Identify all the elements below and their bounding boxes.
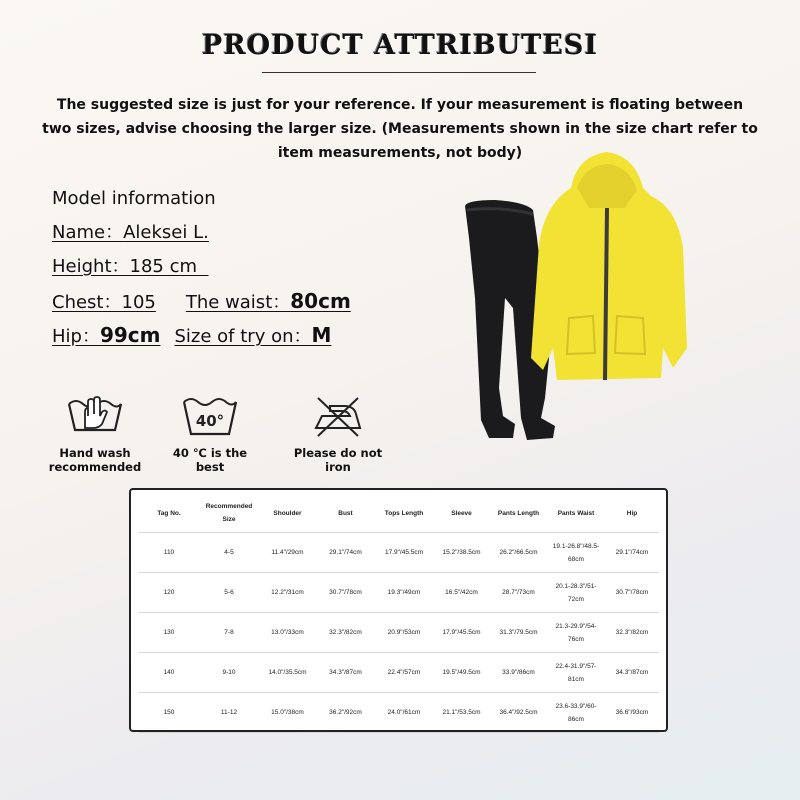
model-heading: Model information	[52, 188, 216, 209]
table-cell: 17.9"/45.5cm	[375, 533, 433, 573]
size-value: M	[311, 323, 332, 347]
table-header: Sleeve	[433, 494, 490, 533]
table-cell: 5-6	[199, 573, 259, 613]
table-cell: 19.3"/49cm	[375, 573, 433, 613]
table-cell: 24.0"/61cm	[375, 693, 433, 733]
table-cell: 36.6"/93cm	[605, 693, 659, 733]
hand-wash-icon	[65, 390, 125, 440]
table-cell: 9-10	[199, 653, 259, 693]
table-cell: 15.2"/38.5cm	[433, 533, 490, 573]
table-header: Tag No.	[139, 494, 199, 533]
hoodie-image	[531, 152, 687, 380]
table-header: Pants Waist	[547, 494, 605, 533]
model-hip-size	[52, 322, 331, 350]
table-cell: 30.7"/78cm	[316, 573, 375, 613]
table-cell: 14.0"/35.5cm	[259, 653, 316, 693]
table-cell: 19.5"/49.5cm	[433, 653, 490, 693]
tracksuit-image	[455, 148, 695, 448]
table-cell: 22.4-31.9"/57-81cm	[547, 653, 605, 693]
height-value: 185 cm	[129, 256, 198, 277]
table-row	[139, 693, 659, 733]
table-cell: 7-8	[199, 613, 259, 653]
table-cell: 15.0"/38cm	[259, 693, 316, 733]
name-value: Aleksei L.	[123, 222, 209, 243]
table-header: Shoulder	[259, 494, 316, 533]
table-header: Recommended Size	[199, 494, 259, 533]
waist-label: The waist：	[185, 292, 291, 313]
table-cell: 20.1-28.3"/51-72cm	[547, 573, 605, 613]
care-wash-40	[160, 390, 260, 474]
table-cell: 31.3"/79.5cm	[490, 613, 547, 653]
table-row	[139, 613, 659, 653]
wash-temp: 40°	[195, 412, 225, 430]
table-header: Tops Length	[375, 494, 433, 533]
table-cell: 140	[139, 653, 199, 693]
table-header: Hip	[605, 494, 659, 533]
table-cell: 30.7"/78cm	[605, 573, 659, 613]
table-cell: 20.9"/53cm	[375, 613, 433, 653]
hip-value: 99cm	[99, 323, 161, 347]
table-header: Pants Length	[490, 494, 547, 533]
model-name	[52, 220, 209, 246]
table-cell: 13.0"/33cm	[259, 613, 316, 653]
table-cell: 29.1"/74cm	[316, 533, 375, 573]
table-cell: 4-5	[199, 533, 259, 573]
size-label: Size of try on：	[174, 326, 312, 347]
no-iron-icon	[308, 390, 368, 440]
table-header-row	[139, 494, 659, 533]
size-table	[139, 494, 659, 733]
model-height	[52, 254, 208, 280]
page-title: PRODUCT ATTRIBUTESI	[201, 30, 599, 61]
size-notice: The suggested size is just for your reference. If your measurement is floating between two sizes, advise choosing the larger size. (Measurements shown in the size chart refer to item measurements, not body)	[42, 97, 758, 161]
chest-label: Chest：	[52, 292, 122, 313]
table-cell: 11-12	[199, 693, 259, 733]
table-cell: 150	[139, 693, 199, 733]
care-label: Please do not iron	[293, 446, 383, 474]
table-row	[139, 533, 659, 573]
hip-label: Hip：	[52, 326, 100, 347]
table-cell: 16.5"/42cm	[433, 573, 490, 613]
model-chest-waist	[52, 288, 351, 316]
table-cell: 12.2"/31cm	[259, 573, 316, 613]
table-cell: 36.4"/92.5cm	[490, 693, 547, 733]
table-cell: 32.3"/82cm	[316, 613, 375, 653]
table-cell: 21.1"/53.5cm	[433, 693, 490, 733]
title-underline	[262, 72, 536, 73]
care-hand-wash	[45, 390, 145, 474]
table-cell: 32.3"/82cm	[605, 613, 659, 653]
table-cell: 21.3-29.9"/54-76cm	[547, 613, 605, 653]
care-label: 40 ℃ is the best	[172, 446, 248, 474]
table-cell: 22.4"/57cm	[375, 653, 433, 693]
table-cell: 17.9"/45.5cm	[433, 613, 490, 653]
table-cell: 34.3"/87cm	[316, 653, 375, 693]
care-label: Hand wash recommended	[48, 446, 142, 474]
size-chart	[129, 488, 668, 732]
chest-value: 105	[121, 292, 156, 313]
table-row	[139, 573, 659, 613]
care-no-iron	[283, 390, 393, 474]
table-cell: 36.2"/92cm	[316, 693, 375, 733]
table-cell: 34.3"/87cm	[605, 653, 659, 693]
table-header: Bust	[316, 494, 375, 533]
table-cell: 26.2"/66.5cm	[490, 533, 547, 573]
name-label: Name：	[52, 222, 124, 243]
table-cell: 28.7"/73cm	[490, 573, 547, 613]
table-cell: 33.9"/86cm	[490, 653, 547, 693]
wash-40-icon	[180, 390, 240, 440]
table-cell: 23.6-33.9"/60-86cm	[547, 693, 605, 733]
table-cell: 110	[139, 533, 199, 573]
waist-value: 80cm	[290, 289, 351, 313]
table-row	[139, 653, 659, 693]
table-cell: 19.1-26.8"/48.5-68cm	[547, 533, 605, 573]
table-cell: 11.4"/29cm	[259, 533, 316, 573]
table-cell: 130	[139, 613, 199, 653]
table-cell: 120	[139, 573, 199, 613]
table-cell: 29.1"/74cm	[605, 533, 659, 573]
height-label: Height：	[52, 256, 130, 277]
